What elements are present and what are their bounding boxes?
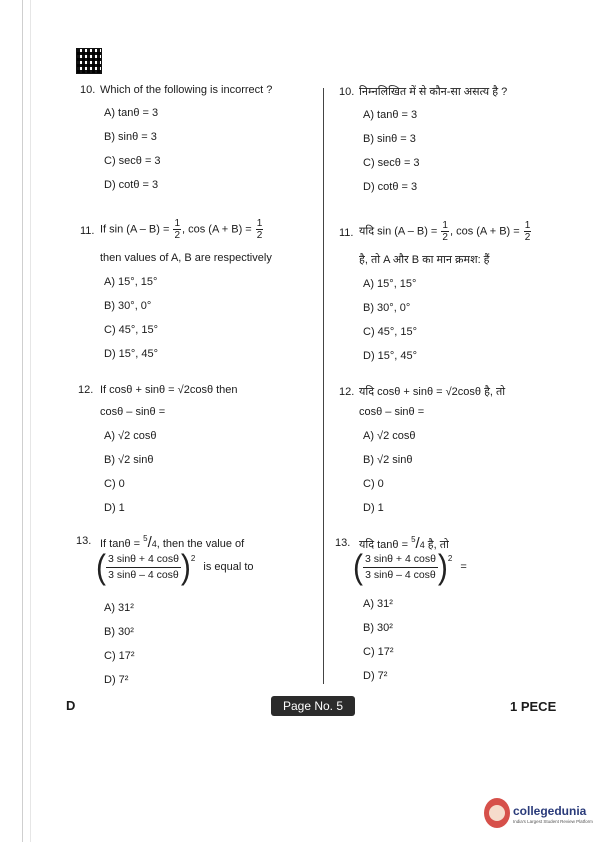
option: A) tanθ = 3 xyxy=(363,109,418,121)
option: B) sinθ = 3 xyxy=(363,133,416,145)
question-number: 11. xyxy=(339,227,354,239)
option: C) 17² xyxy=(363,646,394,658)
page-edge xyxy=(22,0,23,842)
option: C) 17² xyxy=(104,650,135,662)
page-number: Page No. 5 xyxy=(271,696,355,716)
question-text: निम्नलिखित में से कौन-सा असत्य है ? xyxy=(359,86,508,98)
option: B) sinθ = 3 xyxy=(104,131,157,143)
option: C) secθ = 3 xyxy=(363,157,420,169)
option: A) 31² xyxy=(104,602,134,614)
option: B) 30² xyxy=(104,626,134,638)
option: D) 1 xyxy=(363,502,384,514)
question-number: 11. xyxy=(80,225,95,237)
page-edge xyxy=(30,0,31,842)
question-text-line2: cosθ – sinθ = xyxy=(359,406,425,418)
option: D) 15°, 45° xyxy=(363,350,418,362)
collegedunia-logo xyxy=(484,798,593,832)
option: C) 0 xyxy=(104,478,125,490)
english-column xyxy=(76,84,310,686)
option: D) cotθ = 3 xyxy=(363,181,418,193)
logo-name: collegedunia xyxy=(513,804,587,818)
question-text: If cosθ + sinθ = √2cosθ then xyxy=(100,384,238,396)
question-number: 10. xyxy=(339,86,355,98)
option: A) 15°, 15° xyxy=(104,276,158,288)
series-code: D xyxy=(66,698,76,713)
expression: ( 3 sinθ + 4 cosθ 3 sinθ – 4 cosθ ) 2 = xyxy=(353,547,467,586)
qr-code xyxy=(76,48,102,74)
column-divider xyxy=(323,88,324,684)
option: C) 45°, 15° xyxy=(104,324,159,336)
option: D) 15°, 45° xyxy=(104,348,159,360)
paper-code: 1 PECE xyxy=(510,699,557,714)
question-number: 12. xyxy=(78,384,94,396)
option: A) √2 cosθ xyxy=(363,430,416,442)
question-number: 12. xyxy=(339,386,355,398)
question-text: यदि cosθ + sinθ = √2cosθ है, तो xyxy=(359,386,506,398)
option: A) 15°, 15° xyxy=(363,278,417,290)
option: D) 7² xyxy=(363,670,388,682)
hindi-column xyxy=(335,86,569,686)
option: A) 31² xyxy=(363,598,393,610)
question-text: यदि tanθ = $^5$/4 है, तो xyxy=(359,535,449,552)
question-number: 10. xyxy=(80,84,96,96)
expression: ( 3 sinθ + 4 cosθ 3 sinθ – 4 cosθ ) 2 is equal to xyxy=(96,547,254,586)
option: D) 7² xyxy=(104,674,129,686)
option: D) 1 xyxy=(104,502,125,514)
option: B) √2 sinθ xyxy=(363,454,413,466)
option: B) 30² xyxy=(363,622,393,634)
question-text: If tanθ = $^5$/4, then the value of xyxy=(100,534,245,551)
question-text: यदि sin (A – B) = $\frac{1}{2}$ , cos (A + B) = $\frac{1}{2}$ xyxy=(359,220,531,243)
question-text-line2: cosθ – sinθ = xyxy=(100,406,166,418)
question-number: 13. xyxy=(335,537,351,549)
question-text-line2: then values of A, B are respectively xyxy=(100,252,272,264)
question-text-line2: है, तो A और B का मान क्रमश: हैं xyxy=(359,254,490,266)
question-text: If sin (A – B) = $\frac{1}{2}$ , cos (A + B) = $\frac{1}{2}$ xyxy=(100,218,263,241)
option: C) secθ = 3 xyxy=(104,155,161,167)
logo-tagline: India's Largest Student Review Platform xyxy=(513,819,593,824)
question-number: 13. xyxy=(76,535,92,547)
option: A) √2 cosθ xyxy=(104,430,157,442)
question-text: Which of the following is incorrect ? xyxy=(100,84,273,96)
option: D) cotθ = 3 xyxy=(104,179,159,191)
option: B) √2 sinθ xyxy=(104,454,154,466)
option: B) 30°, 0° xyxy=(104,300,152,312)
option: B) 30°, 0° xyxy=(363,302,411,314)
option: A) tanθ = 3 xyxy=(104,107,159,119)
option: C) 0 xyxy=(363,478,384,490)
option: C) 45°, 15° xyxy=(363,326,418,338)
mascot-icon xyxy=(484,798,510,828)
